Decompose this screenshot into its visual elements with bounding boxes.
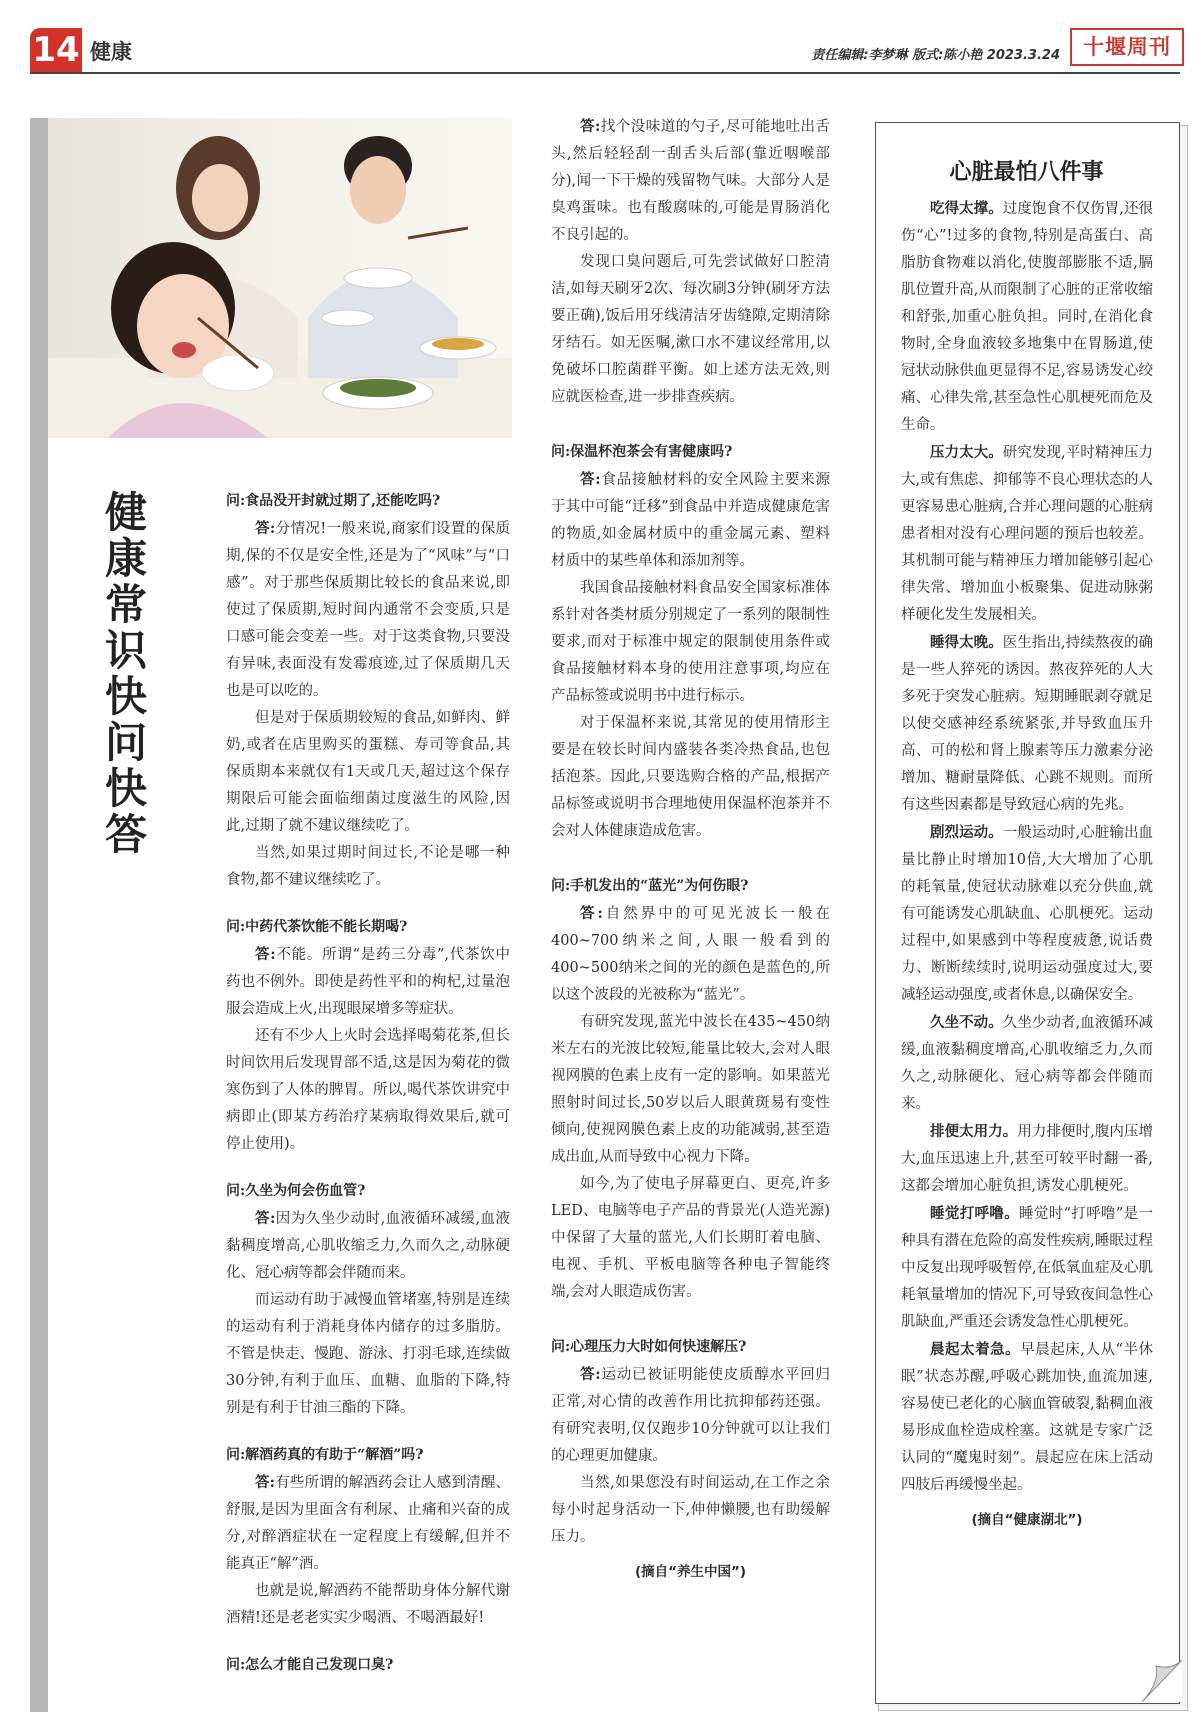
sidebar-column <box>901 195 1153 1534</box>
question-heading: 问:中药代茶饮能不能长期喝? <box>226 919 408 935</box>
article-column-2 <box>551 113 830 1586</box>
answer-lead: 答: <box>255 1474 276 1491</box>
question-heading: 问:久坐为何会伤血管? <box>226 1183 366 1199</box>
answer-paragraph: 发现口臭问题后,可先尝试做好口腔清洁,如每天刷牙2次、每次刷3分钟(刷牙方法要正确),饭后用牙线清洁牙齿缝隙,定期清除牙结石。如无医嘱,漱口水不建议经常用,以免破坏口腔菌群平衡。如上述方法无效,则应就医检查,进一步排查疾病。 <box>551 254 830 405</box>
header-rule <box>30 72 1180 74</box>
answer-paragraph: 但是对于保质期较短的食品,如鲜肉、鲜奶,或者在店里购买的蛋糕、寿司等食品,其保质期本来就仅有1天或几天,超过这个保存期限后可能会面临细菌过度滋生的风险,因此,过期了就不建议继续吃了。 <box>226 710 510 834</box>
sidebar-item-lead: 吃得太撑。 <box>930 200 1003 217</box>
article-source: (摘自“养生中国”) <box>634 1564 747 1580</box>
sidebar-item-lead: 久坐不动。 <box>930 1014 1003 1031</box>
answer-paragraph: 答:自然界中的可见光波长一般在400~700纳米之间,人眼一般看到的400~500纳米之间的光的颜色是蓝色的,所以这个波段的光被称为“蓝光”。 <box>551 905 830 1003</box>
answer-paragraph: 而运动有助于减慢血管堵塞,特别是连续的运动有利于消耗身体内储存的过多脂肪。不管是快走、慢跑、游泳、打羽毛球,连续做30分钟,有利于血压、血糖、血脂的下降,特别是有利于甘油三酯的下降。 <box>226 1292 510 1416</box>
answer-lead: 答: <box>255 520 276 537</box>
answer-lead: 答: <box>255 1210 276 1227</box>
sidebar-item-lead: 睡得太晚。 <box>930 634 1003 651</box>
answer-paragraph: 也就是说,解酒药不能帮助身体分解代谢酒精!还是老老实实少喝酒、不喝酒最好! <box>226 1583 510 1626</box>
left-border-bar <box>30 118 48 1712</box>
answer-lead: 答: <box>580 905 603 922</box>
page-number: 14 <box>30 28 82 72</box>
sidebar-item-lead: 压力太大。 <box>930 444 1003 461</box>
answer-paragraph: 对于保温杯来说,其常见的使用情形主要是在较长时间内盛装各类冷热食品,也包括泡茶。因此,只要选购合格的产品,根据产品标签或说明书合理地使用保温杯泡茶并不会对人体健康造成危害。 <box>551 715 830 839</box>
question-heading: 问:手机发出的“蓝光”为何伤眼? <box>551 878 749 894</box>
sidebar-item: 睡得太晚。医生指出,持续熬夜的确是一些人猝死的诱因。熬夜猝死的人大多死于突发心脏病。短期睡眠剥夺就足以使交感神经系统紧张,并导致血压升高、可的松和肾上腺素等压力激素分泌增加、糖耐量降低、心跳不规则。而所有这些因素都是导致冠心病的先兆。 <box>901 634 1153 813</box>
newspaper-brand: 十堰周刊 <box>1070 28 1184 66</box>
sidebar-source: (摘自“健康湖北”) <box>971 1512 1083 1528</box>
answer-lead: 答: <box>580 1366 601 1383</box>
section-label: 健康 <box>90 40 132 64</box>
answer-paragraph: 当然,如果过期时间过长,不论是哪一种食物,都不建议继续吃了。 <box>226 845 510 888</box>
answer-paragraph: 有研究发现,蓝光中波长在435~450纳米左右的光波比较短,能量比较大,会对人眼视网膜的色素上皮有一定的影响。如果蓝光照射时间过长,50岁以后人眼黄斑易有变性倾向,使视网膜色素上皮的功能减弱,甚至造成出血,从而导致中心视力下降。 <box>551 1014 830 1165</box>
answer-paragraph: 答:因为久坐少动时,血液循环减缓,血液黏稠度增高,心肌收缩乏力,久而久之,动脉硬化、冠心病等都会伴随而来。 <box>226 1210 510 1281</box>
article-column-1 <box>226 488 510 1679</box>
sidebar-item-lead: 晨起太着急。 <box>930 1341 1021 1358</box>
editor-credits: 责任编辑:李梦琳 版式:陈小艳 2023.3.24 <box>811 48 1060 63</box>
question-heading: 问:心理压力大时如何快速解压? <box>551 1339 747 1355</box>
sidebar-item-lead: 排便太用力。 <box>930 1123 1018 1140</box>
answer-paragraph: 答:有些所谓的解酒药会让人感到清醒、舒服,是因为里面含有利尿、止痛和兴奋的成分,对醉酒症状在一定程度上有缓解,但并不能真正“解”酒。 <box>226 1474 511 1572</box>
sidebar-title: 心脏最怕八件事 <box>949 159 1104 185</box>
answer-paragraph: 答:食品接触材料的安全风险主要来源于其中可能“迁移”到食品中并造成健康危害的物质,如金属材质中的重金属元素、塑料材质中的某些单体和添加剂等。 <box>551 471 831 569</box>
answer-paragraph: 答:分情况!一般来说,商家们设置的保质期,保的不仅是安全性,还是为了“风味”与“口感”。对于那些保质期比较长的食品来说,即使过了保质期,短时间内通常不会变质,只是口感可能会变差一些。对于这类食物,只要没有异味,表面没有发霉痕迹,过了保质期几天也是可以吃的。 <box>226 520 511 699</box>
answer-lead: 答: <box>580 471 601 488</box>
answer-lead: 答: <box>255 946 276 963</box>
sidebar-item: 吃得太撑。过度饱食不仅伤胃,还很伤“心”!过多的食物,特别是高蛋白、高脂肪食物难以消化,使腹部膨胀不适,膈肌位置升高,从而限制了心脏的正常收缩和舒张,加重心脏负担。同时,在消化食物时,全身血液较多地集中在胃肠道,使冠状动脉供血更显得不足,容易诱发心绞痛、心律失常,甚至急性心肌梗死而危及生命。 <box>901 200 1153 433</box>
answer-paragraph: 答:不能。所谓“是药三分毒”,代茶饮中药也不例外。即使是药性平和的枸杞,过量泡服会造成上火,出现眼屎增多等症状。 <box>226 946 510 1017</box>
question-heading: 问:食品没开封就过期了,还能吃吗? <box>226 493 441 509</box>
sidebar-item: 排便太用力。用力排便时,腹内压增大,血压迅速上升,甚至可较平时翻一番,这都会增加心脏负担,诱发心肌梗死。 <box>901 1123 1154 1194</box>
sidebar-item: 睡觉打呼噜。睡觉时“打呼噜”是一种具有潜在危险的高发性疾病,睡眠过程中反复出现呼吸暂停,在低氧血症及心肌耗氧量增加的情况下,可导致夜间急性心肌缺血,严重还会诱发急性心肌梗死。 <box>901 1205 1154 1330</box>
page-header <box>0 0 1200 80</box>
sidebar-item-lead: 睡觉打呼噜。 <box>930 1205 1020 1222</box>
sidebar-item: 晨起太着急。早晨起床,人从“半休眠”状态苏醒,呼吸心跳加快,血流加速,容易使已老化的心脑血管破裂,黏稠血液易形成血栓造成栓塞。这就是专家广泛认同的“魔鬼时刻”。晨起应在床上活动四肢后再缓慢坐起。 <box>901 1341 1153 1493</box>
question-heading: 问:解酒药真的有助于“解酒”吗? <box>226 1447 424 1463</box>
answer-paragraph: 我国食品接触材料食品安全国家标准体系针对各类材质分别规定了一系列的限制性要求,而对于标准中规定的限制使用条件或食品接触材料本身的使用注意事项,均应在产品标签或说明书中进行标示。 <box>551 580 830 704</box>
sidebar-item: 久坐不动。久坐少动者,血液循环减缓,血液黏稠度增高,心肌收缩乏力,久而久之,动脉硬化、冠心病等都会伴随而来。 <box>901 1014 1153 1112</box>
sidebar-item: 剧烈运动。一般运动时,心脏输出血量比静止时增加10倍,大大增加了心肌的耗氧量,使冠状动脉难以充分供血,就有可能诱发心肌缺血、心肌梗死。运动过程中,如果感到中等程度疲惫,说话费力、断断续续时,说明运动强度过大,要减轻运动强度,或者休息,以确保安全。 <box>901 824 1153 1003</box>
sidebar-item: 压力太大。研究发现,平时精神压力大,或有焦虑、抑郁等不良心理状态的人更容易患心脏病,合并心理问题的心脏病患者相对没有心理问题的预后也较差。其机制可能与精神压力增加能够引起心律失常、增加血小板聚集、促进动脉粥样硬化发生发展相关。 <box>901 444 1153 623</box>
answer-paragraph: 还有不少人上火时会选择喝菊花茶,但长时间饮用后发现胃部不适,这是因为菊花的微寒伤到了人体的脾胃。所以,喝代茶饮讲究中病即止(即某方药治疗某病取得效果后,就可停止使用)。 <box>226 1028 510 1152</box>
sidebar-item-lead: 剧烈运动。 <box>930 824 1003 841</box>
family-dining-photo <box>48 118 512 438</box>
question-heading: 问:怎么才能自己发现口臭? <box>226 1657 394 1673</box>
page-curl-icon <box>1142 1660 1182 1702</box>
answer-paragraph: 答:运动已被证明能使皮质醇水平回归正常,对心情的改善作用比抗抑郁药还强。有研究表明,仅仅跑步10分钟就可以让我们的心理更加健康。 <box>551 1366 831 1464</box>
answer-paragraph: 当然,如果您没有时间运动,在工作之余每小时起身活动一下,伸伸懒腰,也有助缓解压力。 <box>551 1475 830 1545</box>
answer-paragraph: 如今,为了使电子屏幕更白、更亮,许多LED、电脑等电子产品的背景光(人造光源)中保留了大量的蓝光,人们长期盯着电脑、电视、手机、平板电脑等各种电子智能终端,会对人眼造成伤害。 <box>551 1176 830 1300</box>
answer-lead: 答: <box>580 118 601 135</box>
article-title: 健康常识快问快答 <box>105 488 148 859</box>
answer-paragraph: 答:找个没味道的勺子,尽可能地吐出舌头,然后轻轻刮一刮舌头后部(靠近咽喉部分),闻一下干燥的残留物气味。大部分人是臭鸡蛋味。也有酸腐味的,可能是胃肠消化不良引起的。 <box>551 118 830 243</box>
question-heading: 问:保温杯泡茶会有害健康吗? <box>551 444 733 460</box>
